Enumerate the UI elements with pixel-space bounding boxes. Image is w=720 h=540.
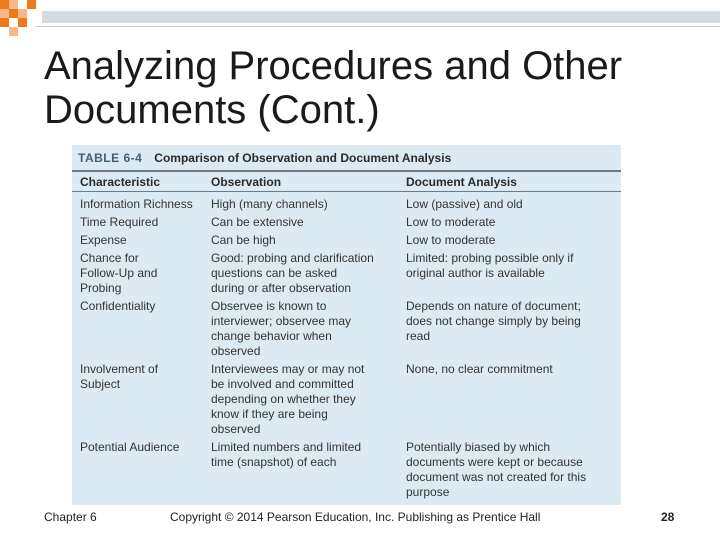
row-4-observation: Good: probing and clarification questions can be asked during or after observation [211, 251, 374, 295]
row-2-observation: Can be extensive [211, 215, 304, 229]
header-accent-line [36, 26, 720, 27]
page-number: 28 [661, 510, 675, 524]
row-4-document-analysis: Limited: probing possible only if original author is available [406, 251, 574, 280]
column-header-characteristic: Characteristic [80, 175, 161, 189]
column-header-document-analysis: Document Analysis [406, 175, 517, 189]
row-5-observation: Observee is known to interviewer; observee may change behavior when observed [211, 299, 352, 358]
row-3-characteristic: Expense [80, 233, 127, 247]
column-header-observation: Observation [211, 175, 282, 189]
table-header-bottom-rule [72, 191, 621, 192]
row-5-document-analysis: Depends on nature of document; does not change simply by being read [406, 299, 581, 343]
table-label: TABLE 6-4 [78, 151, 143, 165]
footer-copyright: Copyright © 2014 Pearson Education, Inc. Publishing as Prentice Hall [170, 510, 541, 524]
row-5-characteristic: Confidentiality [80, 299, 156, 313]
row-7-document-analysis: Potentially biased by which documents were kept or because document was not created for this purpose [406, 440, 587, 499]
row-1-observation: High (many channels) [211, 197, 328, 211]
row-3-observation: Can be high [211, 233, 276, 247]
row-1-document-analysis: Low (passive) and old [406, 197, 523, 211]
row-6-document-analysis: None, no clear commitment [406, 362, 553, 376]
row-6-observation: Interviewees may or may not be involved and committed depending on whether they know if they are being observed [211, 362, 365, 436]
header-accent-bar [42, 11, 720, 23]
row-7-characteristic: Potential Audience [80, 440, 180, 454]
table-header-top-rule [72, 170, 621, 172]
footer-chapter: Chapter 6 [44, 510, 97, 524]
comparison-table [72, 145, 621, 505]
table-caption [78, 148, 451, 168]
table-name: Comparison of Observation and Document Analysis [154, 151, 452, 165]
row-7-observation: Limited numbers and limited time (snapshot) of each [211, 440, 362, 469]
slide-title [44, 44, 704, 132]
slide-title-line-1: Analyzing Procedures and Other [44, 44, 623, 88]
row-4-characteristic: Chance for Follow-Up and Probing [80, 251, 158, 295]
slide-title-line-2: Documents (Cont.) [44, 88, 380, 132]
row-2-characteristic: Time Required [80, 215, 159, 229]
row-1-characteristic: Information Richness [80, 197, 193, 211]
row-3-document-analysis: Low to moderate [406, 233, 496, 247]
row-2-document-analysis: Low to moderate [406, 215, 496, 229]
row-6-characteristic: Involvement of Subject [80, 362, 159, 391]
